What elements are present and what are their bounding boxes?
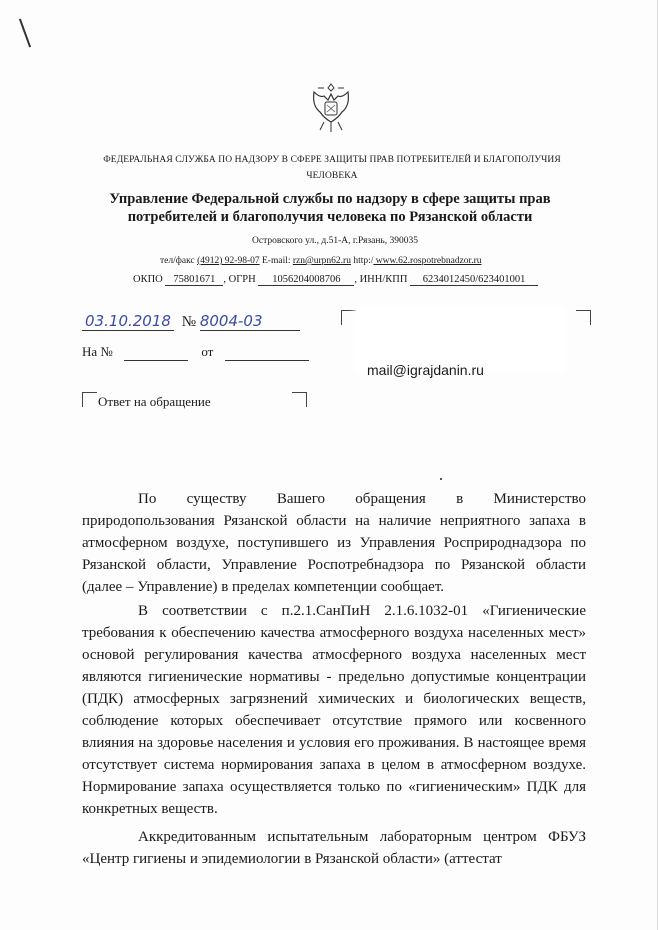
address: Островского ул., д.51-А, г.Рязань, 390035 bbox=[252, 236, 418, 246]
coat-of-arms-emblem bbox=[306, 78, 356, 136]
outgoing-registration bbox=[82, 312, 300, 331]
recipient-bracket-right bbox=[576, 310, 591, 325]
subject-line: Ответ на обращение bbox=[98, 394, 211, 409]
body-paragraph: Аккредитованным испытательным лабораторным центром ФБУЗ «Центр гигиены и эпидемиологии в Рязанской области» (аттестат bbox=[82, 829, 586, 867]
inn-value: 6234012450/623401001 bbox=[410, 274, 538, 286]
recipient-email: mail@igrajdanin.ru bbox=[367, 362, 484, 378]
outgoing-number: 8004-03 bbox=[200, 312, 300, 331]
phone-number: (4912) 92-98-07 bbox=[197, 256, 260, 266]
scan-artifact bbox=[19, 19, 31, 48]
ogrn-value: 1056204008706 bbox=[258, 274, 354, 286]
email-label: E-mail: bbox=[262, 256, 291, 266]
okpo-label: ОКПО bbox=[133, 274, 163, 285]
outgoing-date: 03.10.2018 bbox=[82, 312, 174, 331]
number-sign: № bbox=[181, 314, 197, 330]
body-paragraph: По существу Вашего обращения в Министерство природопользования Рязанской области на наличие неприятного запаха в атмосферном воздухе, поступившего из Управления Росприроднадзора по Рязанской области, Управление Роспотребнадзора по Рязанской области (далее – Управление) в пределах компетенции сообщает. bbox=[82, 491, 586, 595]
web-label: http:/ bbox=[353, 256, 374, 266]
subject-bracket-right bbox=[292, 392, 307, 407]
agency-name: ФЕДЕРАЛЬНАЯ СЛУЖБА ПО НАДЗОРУ В СФЕРЕ ЗАЩИТЫ ПРАВ ПОТРЕБИТЕЛЕЙ И БЛАГОПОЛУЧИЯ ЧЕЛОВЕКА bbox=[103, 155, 561, 181]
website-link[interactable]: www.62.rospotrebnadzor.ru bbox=[373, 256, 482, 266]
body-paragraph: В соответствии с п.2.1.СанПиН 2.1.6.1032-01 «Гигиенические требования к обеспечению качества атмосферного воздуха населенных мест» основой регулирования качества атмосферного воздуха населенных мест являются гигиенические нормативы - предельно допустимые концентрации (ПДК) атмосферных загрязнений химических и биологических веществ, соблюдение которых обеспечивает отсутствие прямого или косвенного влияния на здоровье населения и условия его проживания. В настоящее время отсутствует система нормирования запаха в целом в атмосферном воздухе. Нормирование запаха осуществляется только по «гигиеническим» ПДК для конкретных веществ. bbox=[82, 603, 586, 817]
phone-label: тел/факс bbox=[160, 256, 195, 266]
contact-line bbox=[160, 256, 540, 266]
scan-dot bbox=[440, 478, 442, 480]
subject-bracket-left bbox=[82, 392, 97, 407]
incoming-reference bbox=[82, 344, 309, 361]
from-label: от bbox=[201, 344, 214, 359]
from-blank bbox=[225, 344, 309, 361]
inn-label: , ИНН/КПП bbox=[354, 274, 408, 285]
ogrn-label: , ОГРН bbox=[223, 274, 256, 285]
email-link[interactable]: rzn@urpn62.ru bbox=[292, 256, 351, 266]
on-no-blank bbox=[124, 344, 188, 361]
okpo-value: 75801671 bbox=[165, 274, 223, 286]
letter-body bbox=[82, 488, 586, 872]
recipient-redacted-area bbox=[360, 312, 560, 366]
registry-ids bbox=[133, 274, 553, 286]
on-no-label: На № bbox=[82, 344, 113, 359]
department-title: Управление Федеральной службы по надзору в сфере защиты прав потребителей и благополучия человека по Рязанской области bbox=[109, 191, 551, 225]
recipient-bracket-left bbox=[341, 310, 356, 325]
